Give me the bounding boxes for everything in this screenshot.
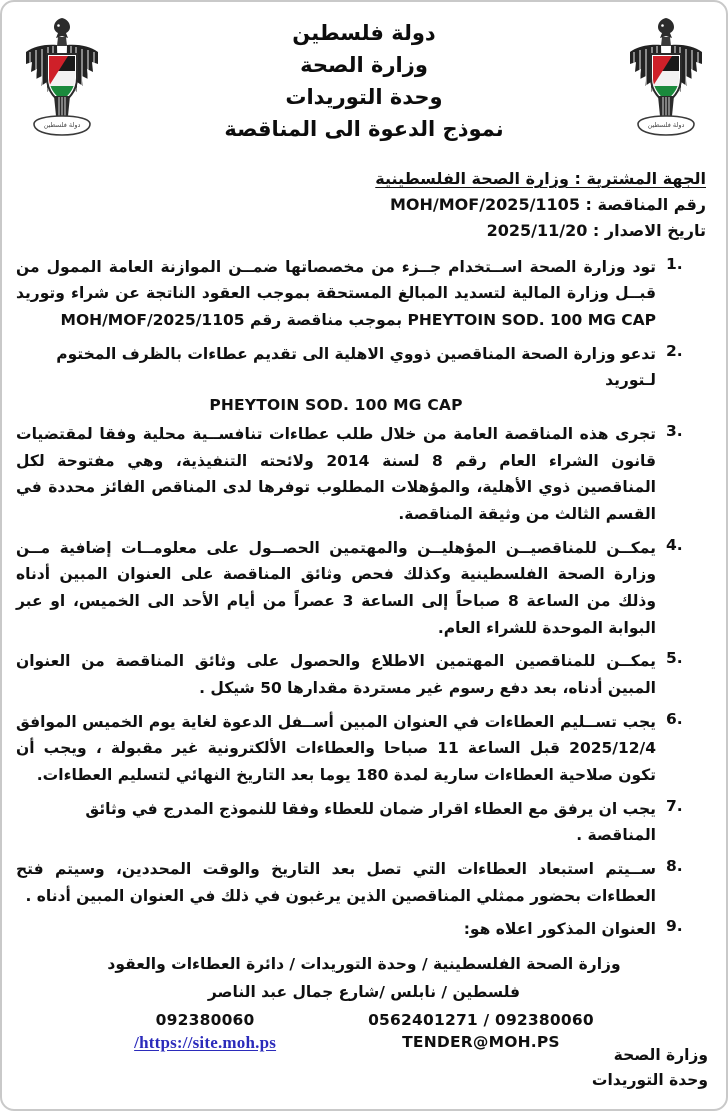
email-address: TENDER@MOH.PS (402, 1033, 560, 1052)
clause-text: ســيتم استبعاد العطاءات التي تصل بعد التاريخ والوقت المحددين، وسيتم فتح العطاءات بحضور ممثلي المناقصين الذين يرغبون في ذلك في العنوان المبين أدناه . (16, 859, 656, 905)
palestine-coat-of-arms-icon-right (620, 12, 712, 152)
svg-text:دولة فلسطين: دولة فلسطين (43, 121, 81, 129)
clause-item (16, 648, 712, 701)
clause-item (16, 341, 712, 414)
svg-text:دولة فلسطين: دولة فلسطين (647, 121, 685, 129)
clause-number: 6. (666, 709, 683, 728)
contact-col-primary (368, 1011, 594, 1051)
title-line-ministry: وزارة الصحة (300, 52, 428, 77)
clause-item (16, 254, 712, 334)
document-title-block (108, 12, 620, 146)
clause-item (16, 421, 712, 528)
address-block (16, 950, 712, 1053)
clause-text: تدعو وزارة الصحة المناقصين ذووي الاهلية الى تقديم عطاءات بالظرف المختوم لـتوريد (56, 344, 656, 390)
phone-primary: 0562401271 / 092380060 (368, 1011, 594, 1030)
clause-text: العنوان المذكور اعلاه هو: (463, 920, 656, 939)
clause-item (16, 916, 712, 943)
meta-issue-date: تاريخ الاصدار : 2025/11/20 (486, 220, 706, 240)
clause-item (16, 535, 712, 642)
clause-item (16, 856, 712, 909)
title-line-country: دولة فلسطين (292, 21, 436, 45)
clause-number: 7. (666, 796, 683, 815)
footer-line-ministry: وزارة الصحة (613, 1046, 708, 1065)
clause-text: يجب ان يرفق مع العطاء اقرار ضمان للعطاء وفقا للنموذج المدرج في وثائق المناقصة . (85, 799, 656, 845)
clause-text: يمكــن للمناقصين المهتمين الاطلاع والحصول على وثائق المناقصة من العنوان المبين أدناه، بعد دفع رسوم غير مستردة مقدارها 50 شيكل . (16, 652, 656, 697)
clause-number: 1. (666, 254, 683, 273)
clause-product-name: PHEYTOIN SOD. 100 MG CAP (209, 396, 463, 414)
address-line-street: فلسطين / نابلس /شارع جمال عبد الناصر (207, 983, 521, 1002)
clause-number: 3. (666, 422, 683, 440)
clause-item (16, 709, 712, 789)
title-line-form: نموذج الدعوة الى المناقصة (224, 116, 504, 141)
phone-secondary: 092380060 (155, 1011, 255, 1030)
address-line-department: وزارة الصحة الفلسطينية / وحدة التوريدات / دائرة العطاءات والعقود (107, 954, 621, 973)
clause-text: يمكــن للمناقصيــن المؤهليــن والمهتمين الحصــول على معلومــات إضافية مــن وزارة الصحة الفلسطينية وكذلك فحص وثائق المناقصة على العنوان المبين أدناه وذلك من الساعة 8 صباحاً إلى الساعة 3 عصراً من أيام الأحد الى الخميس، او عبر البوابة الموحدة للشراء العام. (16, 538, 657, 637)
clause-number: 2. (666, 341, 683, 360)
meta-purchasing-entity: الجهة المشترية : وزارة الصحة الفلسطينية (375, 169, 706, 188)
clause-number: 5. (666, 649, 683, 668)
footer-signature (592, 1043, 708, 1093)
tender-meta-block (16, 166, 706, 244)
clause-text: تجرى هذه المناقصة العامة من خلال طلب عطاءات تنافســية محلية وفقا لمقتضيات قانون الشراء العام رقم 8 لسنة 2014 ولائحته التنفيذية، وهي مفتوحة لكل المناقصين ذوي الأهلية، والمؤهلات المطلوب توفرها لدى المناقص الفائز محددة في القسم الثالث من وثيقة المناقصة. (16, 425, 656, 523)
clause-list (16, 254, 712, 943)
clause-text: تود وزارة الصحة اســتخدام جــزء من مخصصاتها ضمــن الموازنة العامة الممول من قبــل وزارة المالية لتسديد المبالغ المستحقة بموجب العقود الناتجة عن شراء وتوريد PHEYTOIN SOD. 100 MG CAP بموجب مناقصة رقم MOH/MOF/2025/1105 (16, 257, 656, 330)
website-link[interactable]: /https://site.moh.ps (134, 1033, 277, 1053)
title-line-unit: وحدة التوريدات (285, 84, 443, 109)
clause-number: 9. (666, 917, 683, 936)
document-header (16, 12, 712, 164)
footer-line-unit: وحدة التوريدات (591, 1071, 708, 1090)
clause-number: 4. (666, 535, 683, 554)
meta-tender-number: رقم المناقصة : MOH/MOF/2025/1105 (389, 194, 706, 214)
palestine-coat-of-arms-icon-left (16, 12, 108, 152)
clause-number: 8. (666, 856, 683, 875)
contact-col-secondary (134, 1011, 276, 1053)
clause-text: يجب تســليم العطاءات في العنوان المبين أســفل الدعوة لغاية يوم الخميس الموافق 2025/12/4 قبل الساعة 11 صباحا والعطاءات الألكترونية غير مقبولة ، ويجب أن تكون صلاحية العطاءات سارية لمدة 180 يوما بعد التاريخ النهائي لتسليم العطاءات. (16, 712, 656, 784)
clause-item (16, 796, 712, 849)
